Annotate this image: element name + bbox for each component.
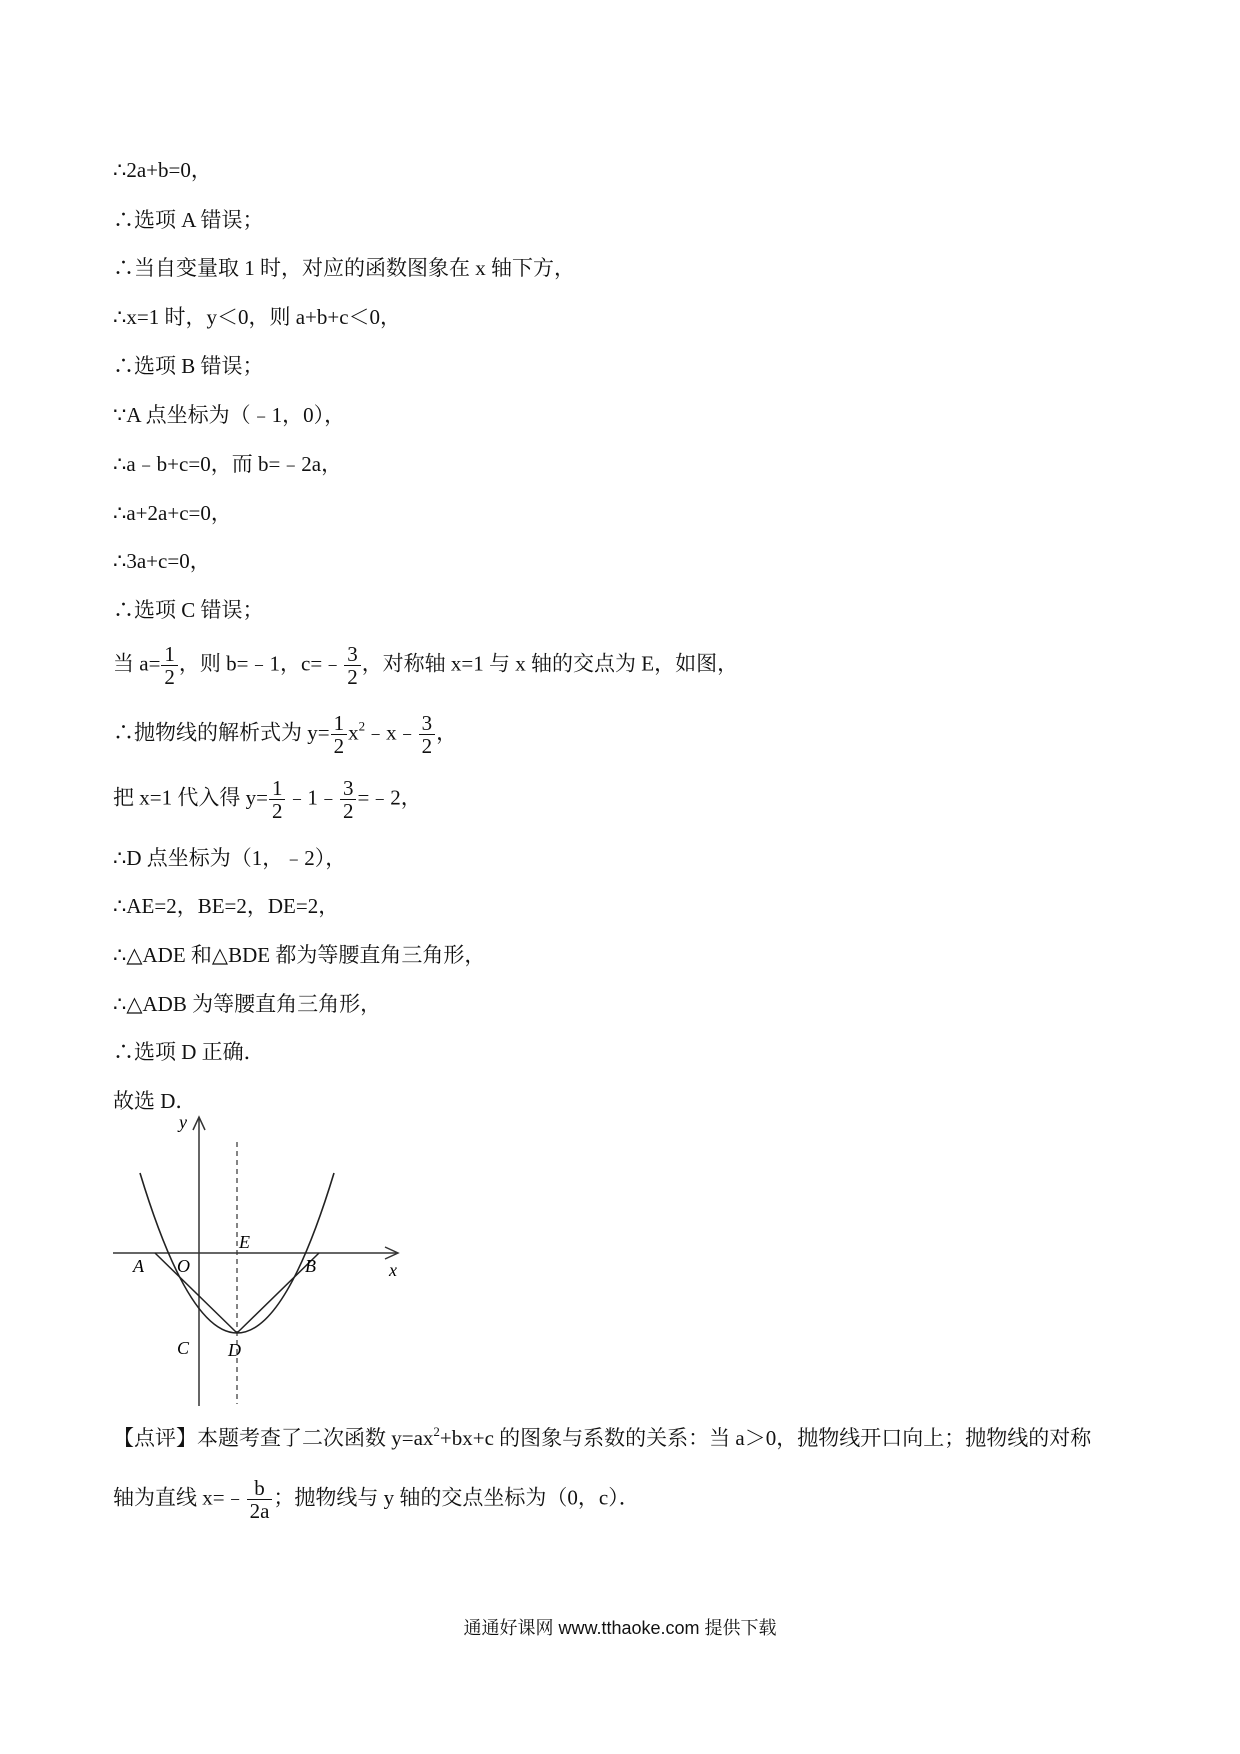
text-line-4: ∴x=1 时，y＜0，则 a+b+c＜0， (113, 305, 402, 329)
frac-den: 2 (421, 734, 433, 758)
l12-text-a: ∴抛物线的解析式为 y= (113, 720, 330, 745)
text-line-5: ∴选项 B 错误； (113, 354, 264, 378)
label-E: E (239, 1232, 250, 1252)
label-y: y (179, 1114, 187, 1132)
fraction-three-halves (340, 777, 357, 822)
frac-num: 3 (419, 712, 436, 735)
label-C: C (177, 1338, 190, 1358)
l12-text-d: ， (436, 720, 458, 745)
fraction-one-half (269, 777, 286, 822)
frac-den: 2 (271, 799, 283, 823)
l13-text-c: =﹣2， (357, 785, 422, 810)
segment-AD (155, 1253, 237, 1333)
frac-num: 1 (331, 712, 348, 735)
text-line-13 (113, 777, 422, 822)
fraction-three-halves (419, 712, 436, 757)
text-line-2: ∴选项 A 错误； (113, 208, 264, 232)
l11-text-b: ，则 b=﹣1，c=﹣ (178, 651, 344, 676)
text-line-18: ∴选项 D 正确． (113, 1040, 265, 1064)
parabola-figure (113, 1114, 413, 1414)
comment-text-d: ；抛物线与 y 轴的交点坐标为（0，c）． (273, 1485, 640, 1510)
text-line-1: ∴2a+b=0， (113, 158, 212, 182)
exponent: 2 (433, 1424, 440, 1439)
text-line-19: 故选 D． (113, 1089, 197, 1113)
frac-num: 3 (340, 777, 357, 800)
text-line-11 (113, 643, 738, 688)
text-line-10: ∴选项 C 错误； (113, 598, 264, 622)
frac-den: 2 (342, 799, 354, 823)
frac-num: b (247, 1477, 273, 1500)
comment-text-b: +bx+c 的图象与系数的关系：当 a＞0，抛物线开口向上；抛物线的对称 (439, 1426, 1092, 1450)
fraction-one-half (161, 643, 178, 688)
fraction-one-half (331, 712, 348, 757)
frac-den: 2 (333, 734, 345, 758)
text-line-9: ∴3a+c=0， (113, 549, 211, 573)
comment-line-2 (113, 1477, 640, 1522)
exponent: 2 (358, 718, 366, 734)
comment-line-1 (113, 1423, 1091, 1453)
text-line-3: ∴当自变量取 1 时，对应的函数图象在 x 轴下方， (113, 256, 575, 280)
label-D: D (228, 1340, 241, 1360)
text-line-16: ∴△ADE 和△BDE 都为等腰直角三角形， (113, 943, 486, 967)
l13-text-b: ﹣1﹣ (286, 785, 339, 810)
frac-num: 1 (269, 777, 286, 800)
frac-num: 1 (161, 643, 178, 666)
comment-text-c: 轴为直线 x=﹣ (113, 1485, 246, 1510)
page-footer: 通通好课网 www.tthaoke.com 提供下载 (463, 1618, 777, 1638)
l11-text-c: ，对称轴 x=1 与 x 轴的交点为 E，如图， (361, 651, 739, 676)
l12-text-b: x (348, 720, 359, 745)
frac-den: 2a (249, 1499, 270, 1523)
l13-text-a: 把 x=1 代入得 y= (113, 785, 268, 810)
label-A: A (133, 1256, 144, 1276)
frac-num: 3 (344, 643, 361, 666)
label-B: B (305, 1256, 316, 1276)
l12-text-c: ﹣x﹣ (365, 720, 418, 745)
frac-den: 2 (164, 665, 175, 689)
frac-den: 2 (347, 665, 358, 689)
label-x: x (389, 1260, 397, 1280)
l11-text-a: 当 a= (113, 651, 161, 676)
label-O: O (177, 1256, 190, 1276)
fraction-three-halves (344, 643, 361, 688)
fraction-b-over-2a (247, 1477, 273, 1522)
text-line-8: ∴a+2a+c=0， (113, 501, 232, 525)
text-line-12 (113, 712, 457, 757)
text-line-17: ∴△ADB 为等腰直角三角形， (113, 992, 382, 1016)
text-line-14: ∴D 点坐标为（1，﹣2）， (113, 846, 347, 870)
text-line-7: ∴a﹣b+c=0，而 b=﹣2a， (113, 452, 343, 476)
comment-text-a: 【点评】本题考查了二次函数 y=ax (113, 1426, 434, 1450)
text-line-6: ∵A 点坐标为（﹣1，0）， (113, 403, 346, 427)
text-line-15: ∴AE=2，BE=2，DE=2， (113, 894, 340, 918)
